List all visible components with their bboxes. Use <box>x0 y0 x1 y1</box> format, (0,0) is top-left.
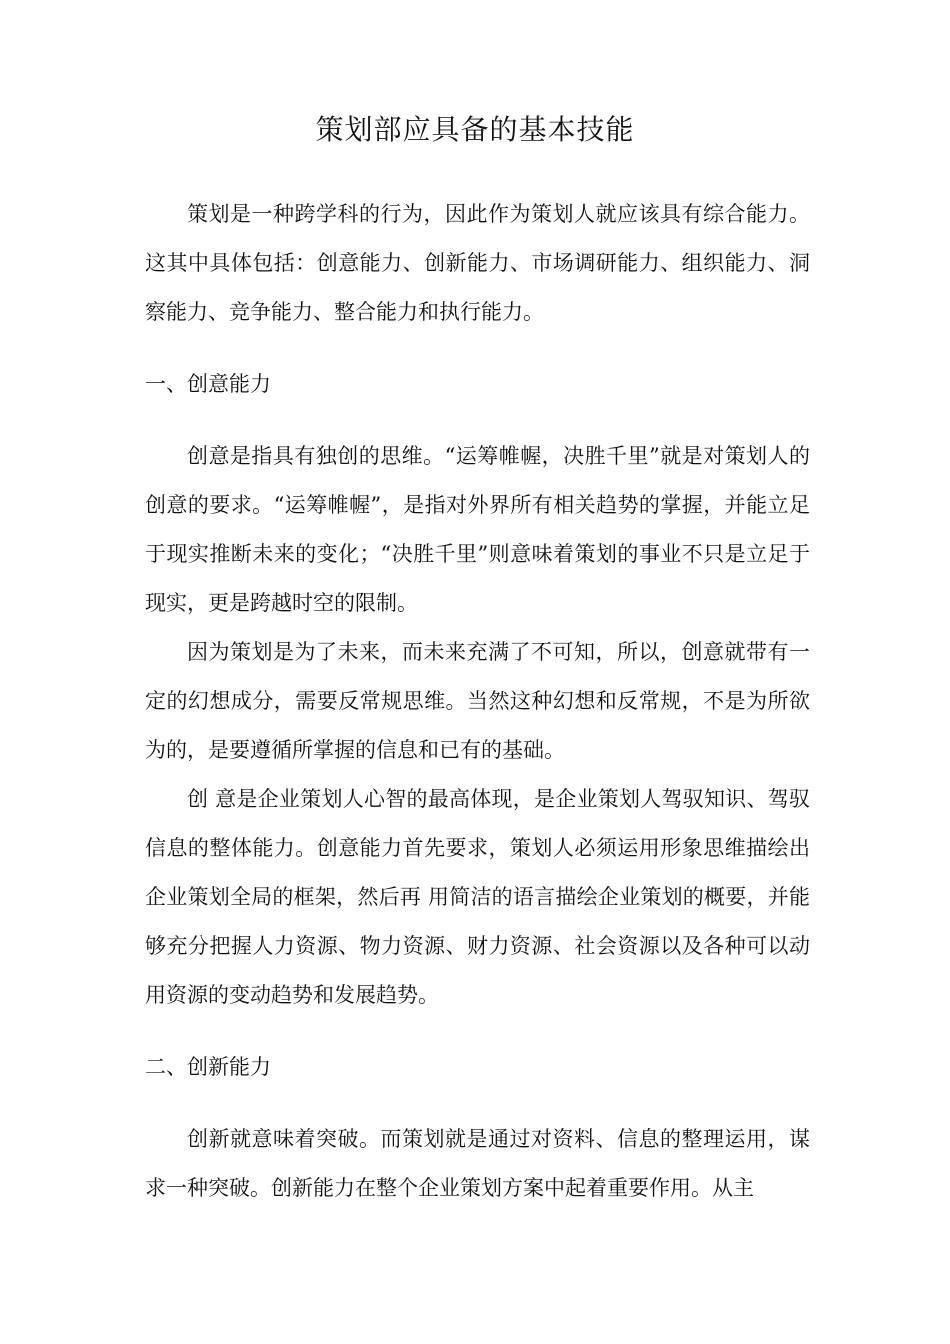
creativity-paragraph-2: 因为策划是为了未来，而未来充满了不可知，所以，创意就带有一定的幻想成分，需要反常规思维。当然这种幻想和反常规，不是为所欲为的，是要遵循所掌握的信息和已有的基础。 <box>145 640 810 762</box>
innovation-paragraph-1: 创新就意味着突破。而策划就是通过对资料、信息的整理运用，谋求一种突破。创新能力在整个企业策划方案中起着重要作用。从主 <box>145 1127 810 1200</box>
section-heading-creativity: 一、创意能力 <box>145 372 271 396</box>
document-body <box>145 190 810 1213</box>
document-title: 策划部应具备的基本技能 <box>315 113 635 146</box>
section-heading-innovation: 二、创新能力 <box>145 1055 271 1079</box>
creativity-paragraph-1: 创意是指具有独创的思维。“运筹帷幄，决胜千里”就是对策划人的创意的要求。“运筹帷幄”，是指对外界所有相关趋势的掌握，并能立足于现实推断未来的变化；“决胜千里”则意味着策划的事业不只是立足于现实，更是跨越时空的限制。 <box>145 444 810 615</box>
creativity-paragraph-3: 创 意是企业策划人心智的最高体现，是企业策划人驾驭知识、驾驭信息的整体能力。创意能力首先要求，策划人必须运用形象思维描绘出企业策划全局的框架，然后再 用简洁的语言描绘企业策划的概要，并能够充分把握人力资源、物力资源、财力资源、社会资源以及各种可以动用资源的变动趋势和发展趋势。 <box>145 787 810 1007</box>
intro-paragraph: 策划是一种跨学科的行为，因此作为策划人就应该具有综合能力。这其中具体包括：创意能力、创新能力、市场调研能力、组织能力、洞察能力、竞争能力、整合能力和执行能力。 <box>145 202 810 324</box>
